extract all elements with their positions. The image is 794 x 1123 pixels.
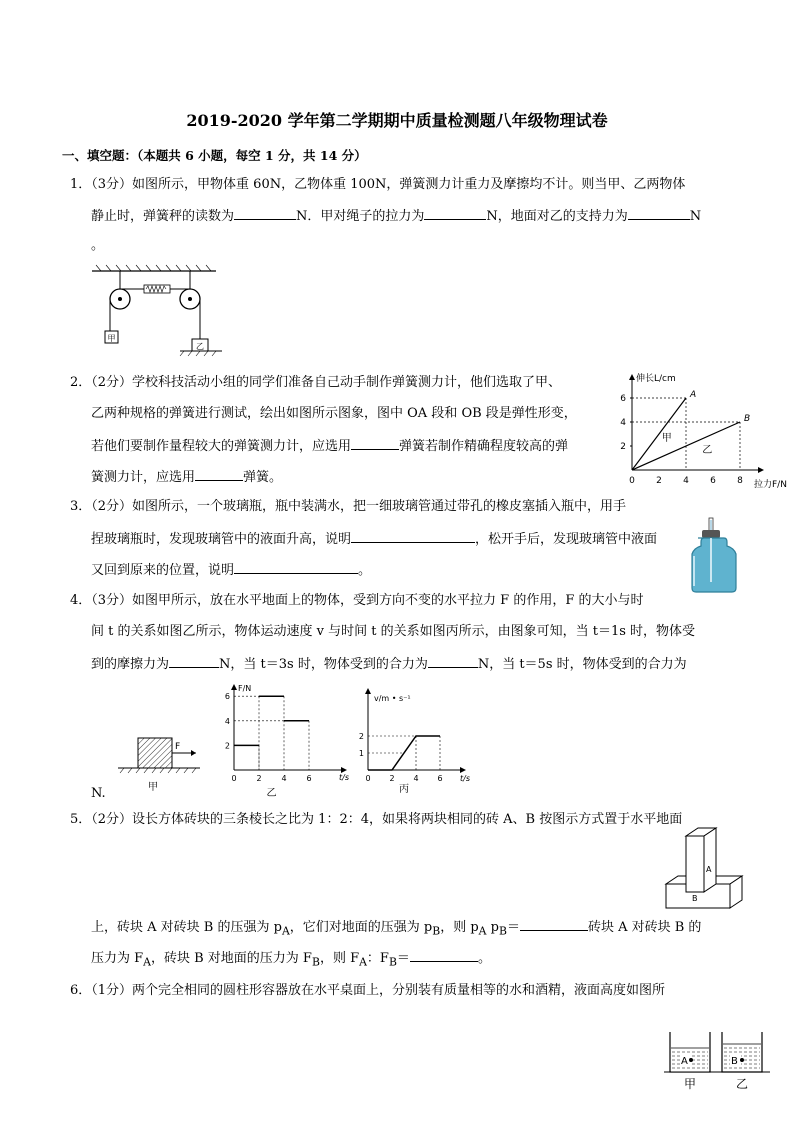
series-line-1: [632, 398, 686, 470]
q2-text-d: 弹簧。: [243, 470, 283, 485]
y-tick-label: 2: [620, 442, 626, 452]
x-axis-arrow: [758, 467, 764, 473]
q5-text-a: 上，砖块 A 对砖块 B 的压强为 p: [91, 920, 282, 935]
q5-text-c: ，则 p: [440, 920, 479, 935]
x-tick-label: 8: [737, 476, 743, 486]
q4-block-figure: [114, 734, 204, 794]
q3-blank-2[interactable]: [234, 561, 358, 574]
y-axis-arrow: [365, 688, 371, 694]
q5-text-i: ，则 F: [319, 951, 360, 966]
y-tick-label: 1: [358, 749, 364, 758]
q4-velocity-time-chart: [352, 684, 470, 800]
q1-text-a: 静止时，弹簧秤的读数为: [91, 209, 235, 224]
q6-fig-jia-label: 甲: [684, 1077, 697, 1091]
q5-sub-a: A: [281, 924, 290, 938]
x-axis-arrow: [460, 767, 466, 773]
q5-sub-a3: A: [143, 955, 151, 969]
q5-text-d: p: [490, 920, 499, 935]
chart-name: 乙: [266, 788, 277, 799]
q5-blank-2[interactable]: [410, 949, 478, 962]
x-tick-label: 0: [365, 774, 371, 783]
q4-blank-2[interactable]: [428, 655, 478, 668]
q6-fig-a-label: A: [681, 1056, 688, 1067]
q4-line4: N.: [91, 786, 106, 801]
q2-text-a: 若他们要制作量程较大的弹簧测力计，应选用: [91, 439, 352, 454]
q5-line1: 5．（2分）设长方体砖块的三条棱长之比为 1：2：4，如果将两块相同的砖 A、B 按图示方式置于水平地面: [70, 812, 683, 827]
q2-blank-1[interactable]: [351, 437, 399, 450]
q5-text-e: ＝: [506, 920, 520, 935]
q2-spring-chart: [610, 368, 790, 493]
q4-text-c: N，当 t＝5s 时，物体受到的合力为: [477, 657, 687, 672]
x-tick-label: 4: [281, 774, 287, 783]
x-tick-label: 0: [629, 476, 635, 486]
q3-text-a: 捏玻璃瓶时，发现玻璃管中的液面升高，说明: [91, 532, 352, 547]
x-tick-label: 6: [437, 774, 443, 783]
q1-text-b: N．甲对绳子的拉力为: [296, 209, 425, 224]
q1-blank-3[interactable]: [628, 207, 690, 220]
q5-fig-b-label: B: [692, 894, 698, 903]
x-tick-label: 6: [710, 476, 716, 486]
q1-blank-2[interactable]: [424, 207, 486, 220]
q5-line3: [91, 949, 491, 969]
q5-text-b: ，它们对地面的压强为 p: [289, 920, 433, 935]
q2-text-c: 簧测力计，应选用: [91, 470, 196, 485]
x-tick-label: 2: [656, 476, 662, 486]
y-axis-arrow: [231, 684, 237, 690]
x-tick-label: 0: [231, 774, 237, 783]
y-axis-arrow: [629, 374, 635, 380]
q1-text-d: N: [689, 209, 702, 224]
q4-fig-jia-label: 甲: [148, 782, 158, 793]
series-label-yi: 乙: [702, 445, 713, 457]
q5-sub-b4: B: [388, 955, 397, 969]
q5-fig-a-label: A: [706, 865, 712, 874]
q5-text-k: ＝: [396, 951, 410, 966]
q5-text-l: 。: [477, 951, 491, 966]
q1-line3: 。: [91, 238, 105, 253]
chart-name: 丙: [399, 784, 409, 795]
q3-line2: [91, 530, 657, 548]
q1-fig-jia-label: 甲: [107, 334, 116, 343]
section-heading: 一、填空题：（本题共 6 小题，每空 1 分，共 14 分）: [62, 148, 367, 163]
x-tick-label: 6: [306, 774, 312, 783]
x-axis-label: 拉力F/N: [754, 480, 787, 490]
page-title: 2019-2020 学年第二学期期中质量检测题八年级物理试卷: [186, 111, 608, 130]
q1-text-c: N，地面对乙的支持力为: [486, 209, 628, 224]
x-tick-label: 4: [413, 774, 419, 783]
q5-text-g: 压力为 F: [91, 951, 144, 966]
q2-line3: [91, 437, 568, 455]
x-tick-label: 4: [683, 476, 689, 486]
q5-sub-a2: A: [478, 924, 487, 938]
q5-blank-1[interactable]: [520, 918, 588, 931]
q6-containers-figure: [664, 1022, 774, 1092]
q6-line1: 6．（1分）两个完全相同的圆柱形容器放在水平桌面上，分别装有质量相等的水和酒精，液面高度如图所: [70, 983, 666, 998]
x-axis-label: t/s: [339, 773, 349, 782]
q3-text-c: 又回到原来的位置，说明: [91, 563, 235, 578]
y-tick-label: 2: [224, 741, 230, 751]
q5-sub-a4: A: [359, 955, 367, 969]
q4-text-a: 到的摩擦力为: [91, 657, 170, 672]
q5-sub-b: B: [432, 924, 441, 938]
q2-line1: 2．（2分）学校科技活动小组的同学们准备自己动手制作弹簧测力计，他们选取了甲、: [70, 375, 562, 390]
y-axis-label: v/m • s⁻¹: [374, 694, 411, 703]
q1-fig-yi-label: 乙: [196, 342, 204, 351]
q2-line2: 乙两种规格的弹簧进行测试，绘出如图所示图象，图中 OA 段和 OB 段是弹性形变，: [91, 406, 577, 421]
end-point-label: B: [744, 414, 751, 424]
q6-fig-b-label: B: [731, 1056, 738, 1067]
q2-text-b: 弹簧若制作精确程度较高的弹: [399, 439, 569, 454]
q4-text-b: N，当 t＝3s 时，物体受到的合力为: [219, 657, 428, 672]
q1-line1: 1．（3分）如图所示，甲物体重 60N，乙物体重 100N，弹簧测力计重力及摩擦均不计。则当甲、乙两物体: [70, 177, 686, 192]
q4-line2: 间 t 的关系如图乙所示，物体运动速度 v 与时间 t 的关系如图丙所示，由图象可知，当 t＝1s 时，物体受: [91, 624, 696, 639]
y-tick-label: 6: [620, 394, 626, 404]
q4-blank-1[interactable]: [169, 655, 219, 668]
q2-line4: [91, 468, 282, 486]
q5-line2: [91, 918, 701, 938]
q3-line1: 3．（2分）如图所示，一个玻璃瓶，瓶中装满水，把一细玻璃管通过带孔的橡皮塞插入瓶中，用手: [70, 499, 627, 514]
y-axis-label: F/N: [238, 684, 252, 693]
y-tick-label: 6: [224, 692, 230, 702]
y-tick-label: 2: [358, 732, 364, 741]
q3-text-b: ，松开手后，发现玻璃管中液面: [475, 532, 658, 547]
q3-text-d: 。: [358, 563, 372, 578]
q3-bottle-figure: [688, 518, 740, 594]
y-tick-label: 4: [224, 716, 230, 726]
q2-blank-2[interactable]: [195, 468, 243, 481]
end-point-label: A: [690, 390, 697, 400]
q1-line2: [91, 207, 701, 225]
q4-line3: [91, 655, 687, 673]
q3-blank-1[interactable]: [351, 530, 475, 543]
q1-pulley-figure: [92, 265, 222, 357]
y-axis-label: 伸长L/cm: [636, 374, 676, 384]
x-tick-label: 2: [389, 774, 395, 783]
q5-sub-b3: B: [311, 955, 320, 969]
series-label-jia: 甲: [661, 433, 672, 445]
q1-blank-1[interactable]: [234, 207, 296, 220]
q5-text-f: 砖块 A 对砖块 B 的: [587, 920, 702, 935]
q6-fig-yi-label: 乙: [736, 1077, 749, 1091]
y-tick-label: 4: [620, 418, 626, 428]
q5-bricks-figure: [660, 828, 742, 910]
q5-sub-b2: B: [498, 924, 507, 938]
q4-force-label: F: [175, 742, 181, 752]
x-axis-label: t/s: [460, 774, 470, 783]
q4-force-time-chart: [218, 680, 348, 800]
q5-text-j: ：F: [366, 951, 389, 966]
x-tick-label: 2: [256, 774, 262, 783]
q4-line1: 4．（3分）如图甲所示，放在水平地面上的物体，受到方向不变的水平拉力 F 的作用，F 的大小与时: [70, 593, 644, 608]
q5-text-h: ，砖块 B 对地面的压力为 F: [150, 951, 312, 966]
q3-line3: [91, 561, 371, 579]
